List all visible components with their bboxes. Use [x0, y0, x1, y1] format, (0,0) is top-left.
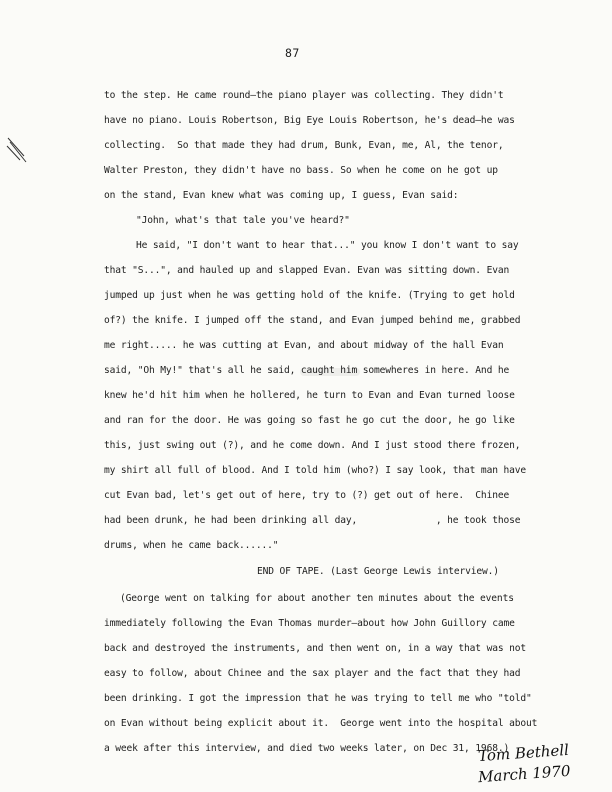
transcript-line: knew he'd hit him when he hollered, he turn to Evan and Evan turned loose	[104, 390, 515, 401]
transcript-line: this, just swing out (?), and he come down. And I just stood there frozen,	[104, 440, 521, 451]
transcript-line: He said, "I don't want to hear that..." you know I don't want to say	[136, 240, 519, 251]
transcript-line: had been drunk, he had been drinking all day, , he took those	[104, 515, 521, 526]
editor-note-line: immediately following the Evan Thomas murder—about how John Guillory came	[104, 618, 515, 629]
transcript-line: to the step. He came round—the piano player was collecting. They didn't	[104, 90, 504, 101]
end-of-tape-note: END OF TAPE. (Last George Lewis interview.)	[257, 566, 499, 577]
editor-note-line: been drinking. I got the impression that he was trying to tell me who "told"	[104, 693, 532, 704]
transcript-line: that "S...", and hauled up and slapped Evan. Evan was sitting down. Evan	[104, 265, 510, 276]
transcript-line: on the stand, Evan knew what was coming up, I guess, Evan said:	[104, 190, 459, 201]
transcript-line: me right..... he was cutting at Evan, and about midway of the hall Evan	[104, 340, 504, 351]
signature-name: Tom Bethell	[477, 740, 570, 766]
transcript-line: my shirt all full of blood. And I told him (who?) I say look, that man have	[104, 465, 526, 476]
editor-note-line: back and destroyed the instruments, and then went on, in a way that was not	[104, 643, 526, 654]
editor-note-line: on Evan without being explicit about it. George went into the hospital about	[104, 718, 538, 729]
transcript-line: Walter Preston, they didn't have no bass. So when he come on he got up	[104, 165, 498, 176]
transcript-line: have no piano. Louis Robertson, Big Eye Louis Robertson, he's dead—he was	[104, 115, 515, 126]
transcript-line: "John, what's that tale you've heard?"	[136, 215, 350, 226]
transcript-line: said, "Oh My!" that's all he said, caught him somewheres in here. And he	[104, 365, 510, 376]
editor-note-line: easy to follow, about Chinee and the sax player and the fact that they had	[104, 668, 521, 679]
editor-note-line: (George went on talking for about another ten minutes about the events	[120, 593, 514, 604]
signature-date: March 1970	[477, 761, 571, 787]
transcript-line: collecting. So that made they had drum, Bunk, Evan, me, Al, the tenor,	[104, 140, 504, 151]
transcript-line: cut Evan bad, let's get out of here, try to (?) get out of here. Chinee	[104, 490, 510, 501]
editor-note-line: a week after this interview, and died two weeks later, on Dec 31, 1968.)	[104, 743, 510, 754]
page-number: 87	[285, 46, 300, 60]
transcript-line: and ran for the door. He was going so fast he go cut the door, he go like	[104, 415, 515, 426]
transcript-line: jumped up just when he was getting hold of the knife. (Trying to get hold	[104, 290, 515, 301]
transcript-line: drums, when he came back......"	[104, 540, 279, 551]
transcript-line: of?) the knife. I jumped off the stand, and Evan jumped behind me, grabbed	[104, 315, 521, 326]
